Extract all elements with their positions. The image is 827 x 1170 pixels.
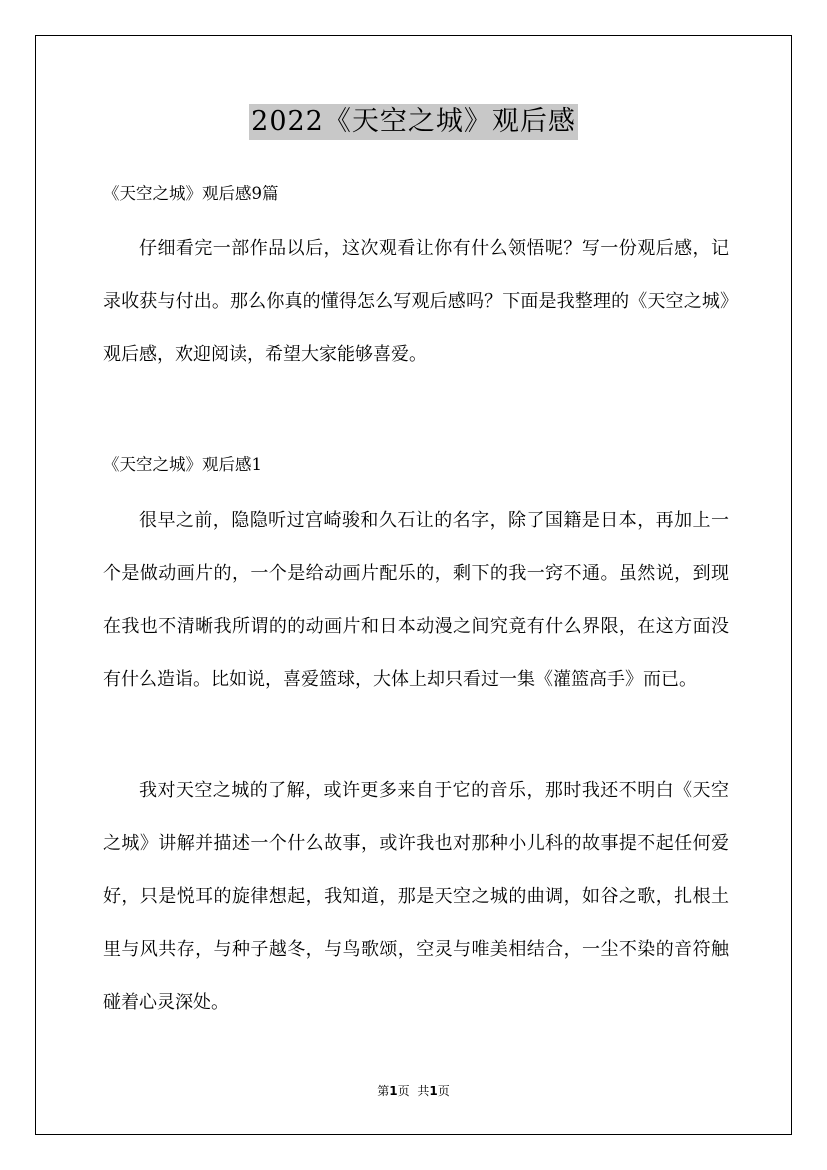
body-paragraph: 我对天空之城的了解，或许更多来自于它的音乐，那时我还不明白《天空之城》讲解并描述一个什么故事，或许我也对那种小儿科的故事提不起任何爱好，只是悦耳的旋律想起，我知道，那是天空之城的曲调，如谷之歌，扎根土里与风共存，与种子越冬，与鸟歌颂，空灵与唯美相结合，一尘不染的音符触碰着心灵深处。 — [103, 780, 729, 1013]
total-pages: 1 — [429, 1084, 438, 1098]
page-number: 1 — [389, 1084, 398, 1098]
title-container — [0, 104, 827, 140]
section-heading: 《天空之城》观后感1 — [103, 455, 262, 474]
page-footer: 第1页 共1页 — [377, 1084, 450, 1098]
intro-paragraph: 仔细看完一部作品以后，这次观看让你有什么领悟呢？写一份观后感，记录收获与付出。那么你真的懂得怎么写观后感吗？下面是我整理的《天空之城》观后感，欢迎阅读，希望大家能够喜爱。 — [103, 238, 729, 365]
document-subtitle: 《天空之城》观后感9篇 — [103, 184, 279, 203]
body-paragraph: 很早之前，隐隐听过宫崎骏和久石让的名字，除了国籍是日本，再加上一个是做动画片的，一个是给动画片配乐的，剩下的我一窍不通。虽然说，到现在我也不清晰我所谓的的动画片和日本动漫之间究竟有什么界限，在这方面没有什么造诣。比如说，喜爱篮球，大体上却只看过一集《灌篮高手》而已。 — [103, 510, 729, 690]
document-title: 2022《天空之城》观后感 — [249, 104, 578, 140]
